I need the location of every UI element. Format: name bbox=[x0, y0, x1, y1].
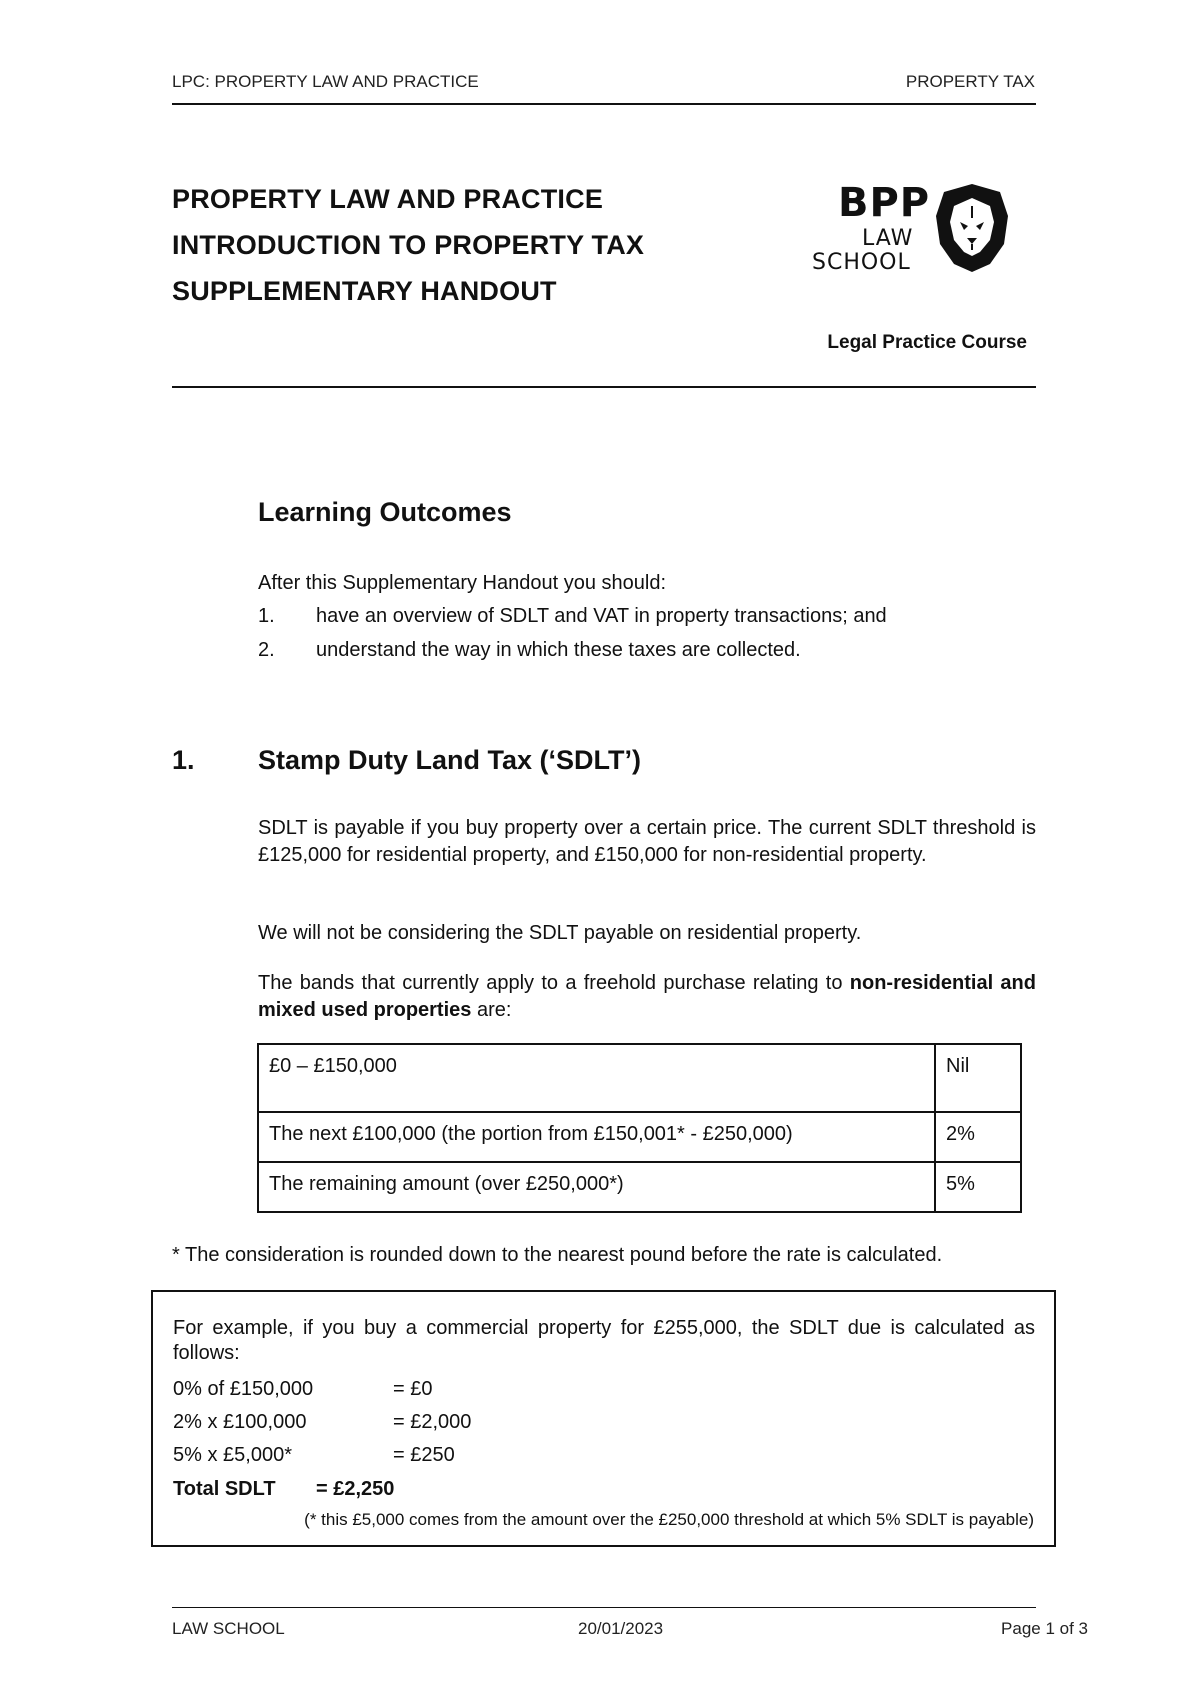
outcome-1-text: have an overview of SDLT and VAT in property transactions; and bbox=[316, 605, 887, 627]
example-result-2: = £2,000 bbox=[393, 1411, 472, 1433]
example-result-1: = £0 bbox=[393, 1378, 433, 1400]
rate-cell: 2% bbox=[935, 1112, 1021, 1162]
rate-cell: 5% bbox=[935, 1162, 1021, 1212]
outcome-1-num: 1. bbox=[258, 605, 275, 627]
example-box bbox=[151, 1290, 1056, 1547]
footer-page-number: Page 1 of 3 bbox=[1001, 1619, 1088, 1638]
bpp-logo bbox=[808, 180, 1018, 280]
title-line-2: INTRODUCTION TO PROPERTY TAX bbox=[172, 230, 645, 260]
outcome-2-text: understand the way in which these taxes are collected. bbox=[316, 639, 801, 661]
band-cell: £0 – £150,000 bbox=[258, 1044, 935, 1112]
example-result-3: = £250 bbox=[393, 1444, 455, 1466]
title-line-1: PROPERTY LAW AND PRACTICE bbox=[172, 184, 604, 214]
para-3-start: The bands that currently apply to a freehold purchase relating to bbox=[258, 972, 850, 994]
course-label: Legal Practice Course bbox=[827, 332, 1027, 353]
logo-law: LAW bbox=[862, 226, 914, 251]
running-header-right: PROPERTY TAX bbox=[905, 72, 1035, 91]
rate-cell: Nil bbox=[935, 1044, 1021, 1112]
example-intro: For example, if you buy a commercial property for £255,000, the SDLT due is calculated as follows: bbox=[173, 1317, 1035, 1364]
band-cell: The next £100,000 (the portion from £150,001* - £250,000) bbox=[258, 1112, 935, 1162]
para-3-bold: non-residential and mixed used properties bbox=[258, 972, 1036, 1021]
section-1-heading: Stamp Duty Land Tax (‘SDLT’) bbox=[258, 745, 642, 775]
running-header-left: LPC: PROPERTY LAW AND PRACTICE bbox=[172, 72, 479, 91]
para-3-end: are: bbox=[471, 999, 512, 1021]
table-row bbox=[258, 1044, 1021, 1112]
section-1-number: 1. bbox=[172, 745, 195, 775]
footer-date: 20/01/2023 bbox=[578, 1619, 664, 1638]
learning-outcomes-heading: Learning Outcomes bbox=[258, 497, 512, 527]
total-sdlt-value: = £2,250 bbox=[316, 1478, 395, 1500]
table-row bbox=[258, 1112, 1021, 1162]
example-note: (* this £5,000 comes from the amount over the £250,000 threshold at which 5% SDLT is payable) bbox=[304, 1510, 1034, 1529]
logo-school: SCHOOL bbox=[812, 250, 911, 275]
total-sdlt-label: Total SDLT bbox=[173, 1478, 276, 1500]
logo-brand: BPP bbox=[838, 180, 931, 226]
sdlt-para-2: We will not be considering the SDLT payable on residential property. bbox=[258, 922, 862, 944]
title-rule bbox=[172, 386, 1036, 388]
sdlt-para-1: SDLT is payable if you buy property over a certain price. The current SDLT threshold is £125,000 for residential property, and £150,000 for non-residential property. bbox=[258, 817, 1036, 866]
footer-rule bbox=[172, 1607, 1036, 1608]
sdlt-bands-table bbox=[257, 1043, 1022, 1213]
header-rule bbox=[172, 103, 1036, 105]
footer-left: LAW SCHOOL bbox=[172, 1619, 285, 1638]
footnote: * The consideration is rounded down to the nearest pound before the rate is calculated. bbox=[172, 1244, 943, 1266]
title-line-3: SUPPLEMENTARY HANDOUT bbox=[172, 276, 557, 306]
example-calc-1: 0% of £150,000 bbox=[173, 1378, 314, 1400]
lion-head-icon bbox=[934, 182, 1010, 274]
sdlt-para-3 bbox=[258, 970, 1036, 1024]
band-cell: The remaining amount (over £250,000*) bbox=[258, 1162, 935, 1212]
example-calc-2: 2% x £100,000 bbox=[173, 1411, 307, 1433]
outcome-2-num: 2. bbox=[258, 639, 275, 661]
table-row bbox=[258, 1162, 1021, 1212]
example-calc-3: 5% x £5,000* bbox=[173, 1444, 292, 1466]
learning-outcomes-intro: After this Supplementary Handout you should: bbox=[258, 572, 667, 594]
